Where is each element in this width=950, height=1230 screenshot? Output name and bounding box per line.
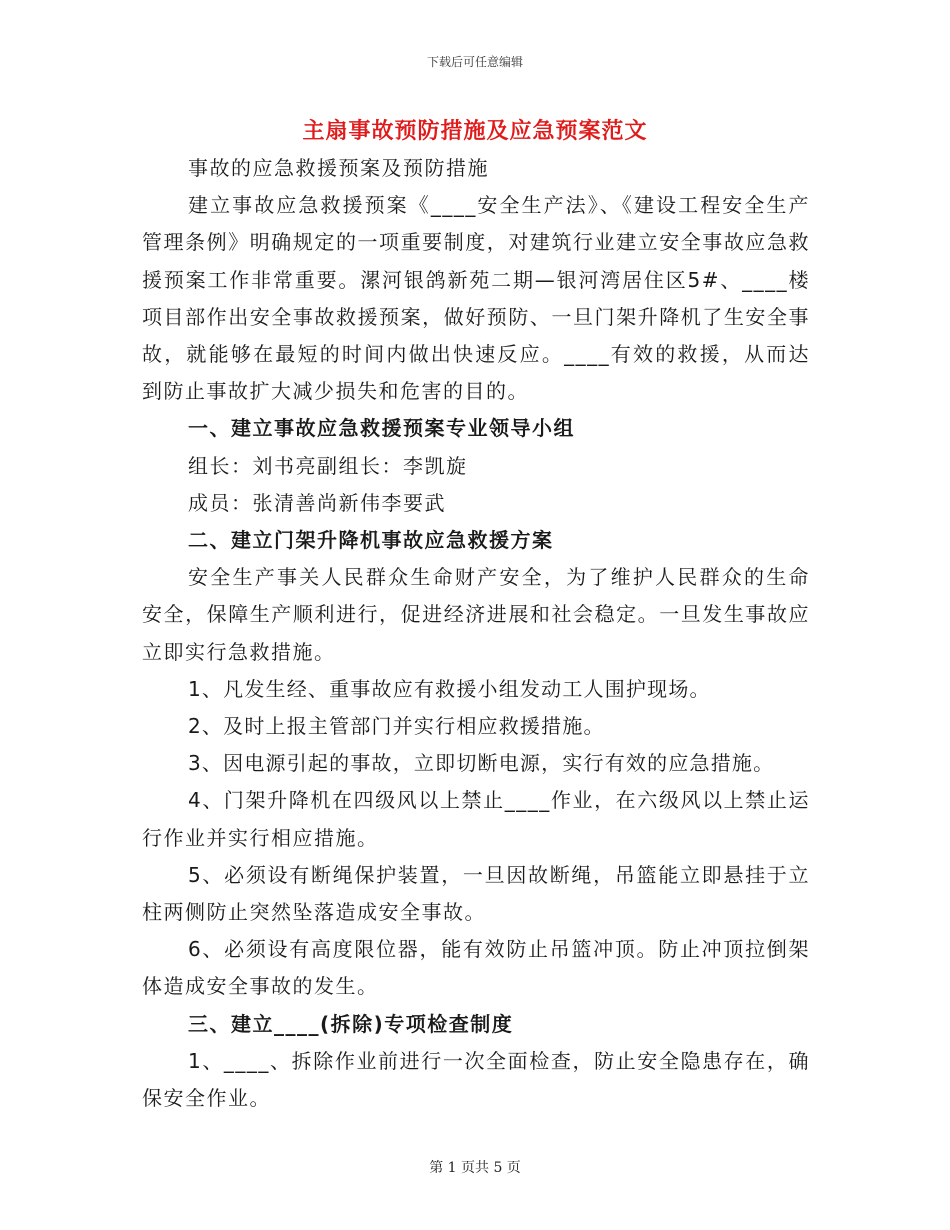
document-title: 主扇事故预防措施及应急预案范文 — [302, 119, 648, 144]
paragraph-team-leaders: 组长：刘书亮副组长：李凯旋 — [188, 453, 468, 478]
section-heading-3: 三、建立____(拆除)专项检查制度 — [188, 1011, 514, 1036]
list-item-6: 6、必须设有高度限位器，能有效防止吊篮冲顶。防止冲顶拉倒架体造成安全事故的发生。 — [142, 937, 810, 999]
list-item-5: 5、必须设有断绳保护装置，一旦因故断绳，吊篮能立即悬挂于立柱两侧防止突然坠落造成安全事故。 — [142, 862, 810, 925]
page-header-note: 下载后可任意编辑 — [426, 55, 523, 69]
paragraph-team-members: 成员：张清善尚新伟李要武 — [188, 490, 446, 515]
list-item-3: 3、因电源引起的事故，立即切断电源，实行有效的应急措施。 — [188, 751, 775, 776]
section-heading-2: 二、建立门架升降机事故应急救援方案 — [188, 528, 554, 553]
list-item-4: 4、门架升降机在四级风以上禁止____作业，在六级风以上禁止运行作业并实行相应措施。 — [142, 788, 810, 850]
paragraph-subtitle: 事故的应急救援预案及预防措施 — [188, 156, 489, 180]
list-item-2: 2、及时上报主管部门并实行相应救援措施。 — [188, 714, 605, 739]
document-body — [142, 150, 810, 1117]
paragraph-intro: 建立事故应急救援预案《____安全生产法》、《建设工程安全生产管理条例》明确规定的一项重要制度，对建筑行业建立安全事故应急救援预案工作非常重要。漯河银鸽新苑二期—银河湾居住区5#、____楼项目部作出安全事故救援预案，做好预防、一旦门架升降机了生安全事故，就能够在最短的时间内做出快速反应。____有效的救援，从而达到防止事故扩大减少损失和危害的目的。 — [142, 193, 810, 404]
section-heading-1: 一、建立事故应急救援预案专业领导小组 — [188, 416, 575, 441]
list-item-1: 1、凡发生经、重事故应有救援小组发动工人围护现场。 — [188, 676, 711, 701]
page-footer-page-number: 第 1 页共 5 页 — [429, 1160, 521, 1176]
paragraph-safety-overview: 安全生产事关人民群众生命财产安全，为了维护人民群众的生命安全，保障生产顺利进行，促进经济进展和社会稳定。一旦发生事故应立即实行急救措施。 — [142, 565, 810, 664]
list-item-inspection-1: 1、____、拆除作业前进行一次全面检查，防止安全隐患存在，确保安全作业。 — [142, 1048, 810, 1111]
